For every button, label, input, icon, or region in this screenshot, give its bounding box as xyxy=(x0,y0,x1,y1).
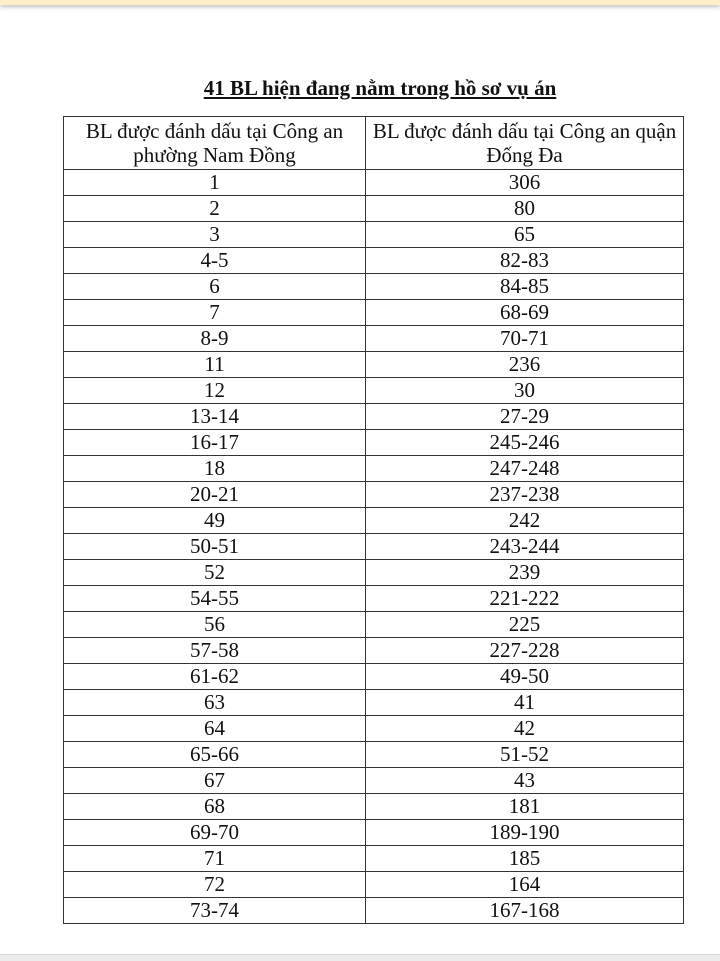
table-row xyxy=(64,638,684,664)
cell-nam-dong: 11 xyxy=(64,352,366,378)
cell-dong-da: 306 xyxy=(366,170,684,196)
table-row xyxy=(64,820,684,846)
document-title: 41 BL hiện đang nằm trong hồ sơ vụ án xyxy=(203,76,557,100)
table-row xyxy=(64,274,684,300)
cell-nam-dong: 61-62 xyxy=(64,664,366,690)
table-row xyxy=(64,690,684,716)
cell-dong-da: 245-246 xyxy=(366,430,684,456)
cell-dong-da: 227-228 xyxy=(366,638,684,664)
table-row xyxy=(64,872,684,898)
cell-dong-da: 30 xyxy=(366,378,684,404)
table-row xyxy=(64,430,684,456)
cell-nam-dong: 63 xyxy=(64,690,366,716)
table-row xyxy=(64,534,684,560)
header-dong-da: BL được đánh dấu tại Công an quận Đống Đa xyxy=(366,117,684,170)
table-row xyxy=(64,742,684,768)
cell-nam-dong: 67 xyxy=(64,768,366,794)
cell-nam-dong: 49 xyxy=(64,508,366,534)
evidence-table xyxy=(63,116,684,924)
table-row xyxy=(64,404,684,430)
cell-dong-da: 236 xyxy=(366,352,684,378)
table-row xyxy=(64,170,684,196)
cell-nam-dong: 56 xyxy=(64,612,366,638)
cell-nam-dong: 54-55 xyxy=(64,586,366,612)
cell-nam-dong: 16-17 xyxy=(64,430,366,456)
cell-dong-da: 65 xyxy=(366,222,684,248)
cell-dong-da: 41 xyxy=(366,690,684,716)
cell-dong-da: 243-244 xyxy=(366,534,684,560)
table-row xyxy=(64,456,684,482)
cell-nam-dong: 65-66 xyxy=(64,742,366,768)
table-row xyxy=(64,222,684,248)
cell-dong-da: 43 xyxy=(366,768,684,794)
table-row xyxy=(64,326,684,352)
cell-nam-dong: 4-5 xyxy=(64,248,366,274)
table-row xyxy=(64,352,684,378)
table-row xyxy=(64,586,684,612)
cell-dong-da: 80 xyxy=(366,196,684,222)
table-row xyxy=(64,300,684,326)
table-row xyxy=(64,560,684,586)
cell-nam-dong: 69-70 xyxy=(64,820,366,846)
table-row xyxy=(64,196,684,222)
cell-dong-da: 237-238 xyxy=(366,482,684,508)
cell-nam-dong: 57-58 xyxy=(64,638,366,664)
cell-nam-dong: 71 xyxy=(64,846,366,872)
cell-dong-da: 239 xyxy=(366,560,684,586)
cell-nam-dong: 50-51 xyxy=(64,534,366,560)
cell-dong-da: 82-83 xyxy=(366,248,684,274)
cell-nam-dong: 12 xyxy=(64,378,366,404)
cell-nam-dong: 64 xyxy=(64,716,366,742)
cell-dong-da: 51-52 xyxy=(366,742,684,768)
cell-nam-dong: 8-9 xyxy=(64,326,366,352)
table-row xyxy=(64,664,684,690)
cell-dong-da: 49-50 xyxy=(366,664,684,690)
top-bar xyxy=(0,0,720,5)
cell-dong-da: 225 xyxy=(366,612,684,638)
cell-nam-dong: 18 xyxy=(64,456,366,482)
cell-dong-da: 247-248 xyxy=(366,456,684,482)
cell-dong-da: 242 xyxy=(366,508,684,534)
cell-nam-dong: 72 xyxy=(64,872,366,898)
cell-nam-dong: 7 xyxy=(64,300,366,326)
table-row xyxy=(64,612,684,638)
cell-nam-dong: 20-21 xyxy=(64,482,366,508)
cell-nam-dong: 13-14 xyxy=(64,404,366,430)
header-nam-dong: BL được đánh dấu tại Công an phường Nam Đồng xyxy=(64,117,366,170)
table-row xyxy=(64,846,684,872)
table-row xyxy=(64,794,684,820)
table-header-row xyxy=(64,117,684,170)
cell-dong-da: 221-222 xyxy=(366,586,684,612)
table-row xyxy=(64,378,684,404)
table-row xyxy=(64,248,684,274)
cell-nam-dong: 3 xyxy=(64,222,366,248)
cell-dong-da: 189-190 xyxy=(366,820,684,846)
cell-dong-da: 42 xyxy=(366,716,684,742)
cell-dong-da: 167-168 xyxy=(366,898,684,924)
cell-nam-dong: 2 xyxy=(64,196,366,222)
table-row xyxy=(64,716,684,742)
cell-nam-dong: 52 xyxy=(64,560,366,586)
cell-dong-da: 181 xyxy=(366,794,684,820)
table-row xyxy=(64,768,684,794)
cell-dong-da: 164 xyxy=(366,872,684,898)
table-row xyxy=(64,508,684,534)
table-row xyxy=(64,482,684,508)
cell-dong-da: 185 xyxy=(366,846,684,872)
cell-nam-dong: 1 xyxy=(64,170,366,196)
cell-dong-da: 68-69 xyxy=(366,300,684,326)
cell-nam-dong: 68 xyxy=(64,794,366,820)
cell-nam-dong: 6 xyxy=(64,274,366,300)
table-row xyxy=(64,898,684,924)
cell-dong-da: 70-71 xyxy=(366,326,684,352)
cell-nam-dong: 73-74 xyxy=(64,898,366,924)
cell-dong-da: 27-29 xyxy=(366,404,684,430)
cell-dong-da: 84-85 xyxy=(366,274,684,300)
table-body xyxy=(64,170,684,924)
